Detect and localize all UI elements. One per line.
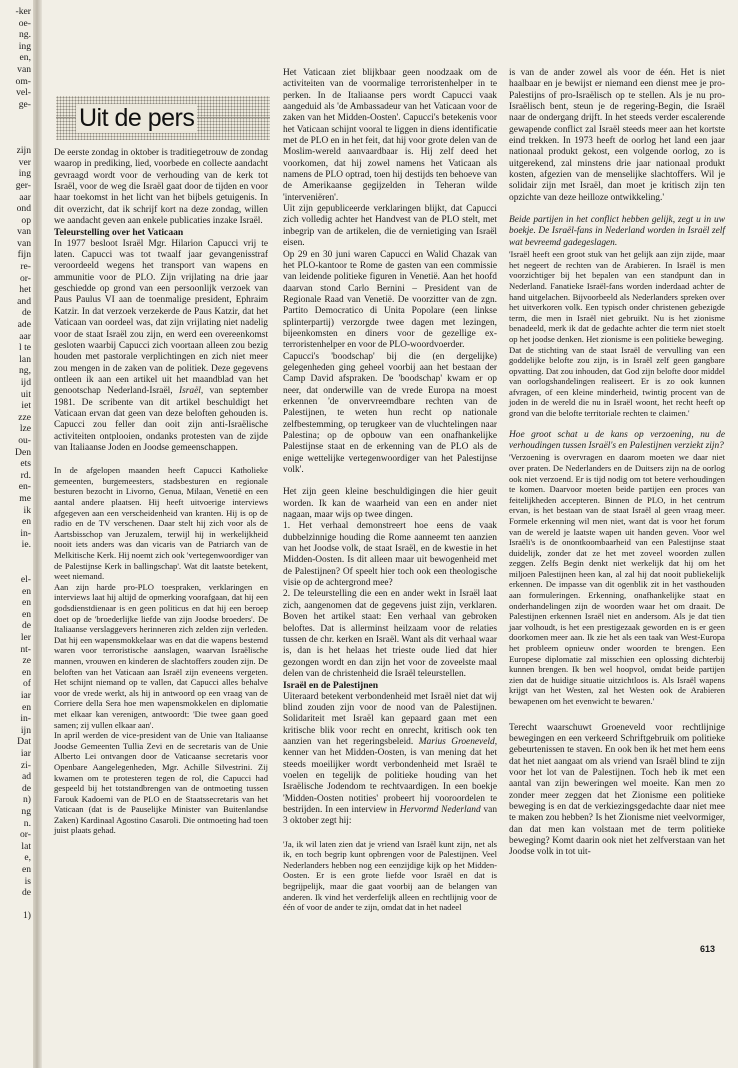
intro-paragraph: De eerste zondag in oktober is traditiegetrouw de zondag waarop in prediking, lied, voorbede en collecte aandacht gevraagd wordt voor de verhouding van de kerk tot Israël, voor de weg die Israël gaat door de tijden en voor haar toekomst in het licht van het bijbels getuigenis. In dit overzicht, dat ik schrijf kort na deze zondag, willen we aandacht geven aan enkele publicaties inzake Israël. xyxy=(54,148,268,227)
prev-line-fragment: ou- xyxy=(18,434,31,446)
prev-line-fragment xyxy=(0,110,31,122)
column-1 xyxy=(54,148,268,836)
prev-line-fragment: re- xyxy=(20,261,31,273)
prev-line-fragment: ze xyxy=(22,655,31,667)
paragraph: In de afgelopen maanden heeft Capucci Katholieke gemeenten, burgemeesters, stadsbesturen en regionale besturen bezocht in Livorno, Genua, Milaan, Venetië en een aantal andere plaatsen. Hij heeft uitvoerige interviews afgegeven aan een verscheidenheid van kranten. Hij is op de radio en de TV verschenen. Daar stelt hij zich voor als de Aartsbisschop van Jeruzalem, terwijl hij in werkelijkheid nooit iets anders was dan vicaris van de Patriarch van de Melkitische Kerk. Hij noemt zich ook 'vertegenwoordiger van de Palestijnse Kerk in ballingschap'. Wat dit laatste betekent, weet niemand. xyxy=(54,465,268,582)
prev-line-fragment: ng. xyxy=(19,29,31,41)
paragraph: In april werden de vice-president van de Unie van Italiaanse Joodse Gemeenten Tullia Zevi en de secretaris van de Unie Alberto Lei ontvangen door de Vaticaanse secretaris voor Openbare Aangelegenheden, Mgr. Achille Silvestrini. Zij kwamen om te protesteren tegen de rol, die Capucci had gespeeld bij het totstandbrengen van de ontmoeting tussen Farouk Kadoemi van de PLO en de Staatssecretaris van het Vaticaan (dat is de Pauselijke Minister van Buitenlandse Zaken) Kardinaal Agostino Casaroli. Die ontmoeting had toen juist plaats gehad. xyxy=(54,730,268,836)
prev-line-fragment: iet xyxy=(21,400,31,412)
prev-line-fragment: is xyxy=(24,875,31,887)
paragraph: Aan zijn harde pro-PLO toespraken, verklaringen en interviews laat hij altijd de opmerking voorafgaan, dat hij een godsdienstdienaar is en geen politicus en dat hij een beroep doet op de 'broederlijke liefde van zijn Joodse broeders'. De Italiaanse verslaggevers herinneren zich zelden zijn verleden. Dat hij een wapensmokkelaar was en dat die wapens bestemd waren voor terroristische aanslagen, waarvan Israëlische mannen, vrouwen en kinderen de slachtoffers zouden zijn. De beloften van het Vaticaan aan Israël zijn eveneens vergeten. Het schijnt niemand op te vallen, dat Capucci alles behalve voor de vrede werkt, als hij in antwoord op een vraag van de Corriere della Sera hoe men wapensmokkelen en diplomatie met elkaar kan verenigen, antwoordt: 'Die twee gaan goed samen; zij vullen elkaar aan'. xyxy=(54,581,268,730)
prev-line-fragment: lze xyxy=(19,423,31,435)
page-spine xyxy=(33,0,42,1068)
prev-line-fragment: me xyxy=(19,492,31,504)
paragraph: In 1977 besloot Israël Mgr. Hilarion Capucci vrij te laten. Capucci was tot twaalf jaar gevangenisstraf veroordeeld wegens het transport van wapens en ammunitie voor de PLO. Zijn vrijlating na drie jaar geschiedde op grond van een persoonlijk verzoek van Paus Paulus VI aan de toenmalige president, Ephraim Katzir. In dat verzoek verzekerde de Paus Katzir, dat het Vaticaan van oordeel was, dat zijn vrijlating niet nadelig voor de staat Israël zou zijn, en werd een overeenkomst gesloten waarbij Capucci zich voortaan alleen zou bezig houden met pastorale verplichtingen en zich niet meer zou mengen in de zaken van de politiek. Deze gegevens ontleen ik aan een artikel uit het maandblad van het genootschap Nederland-Israël, Israël, van september 1981. De scribente van dit artikel beschuldigt het Vaticaan ervan dat geen van deze beloften gehouden is. Capucci zou feller dan ooit zijn anti-Israëlische activiteiten ontplooien, ondanks protesten van de zijde van Italiaanse Joden en Joodse gemeenschappen. xyxy=(54,238,269,453)
prev-line-fragment: of xyxy=(23,678,31,690)
prev-line-fragment xyxy=(0,899,31,911)
prev-line-fragment: en xyxy=(21,608,31,620)
paragraph: Terecht waarschuwt Groeneveld voor rechtlijnige bewegingen en een verkeerd Schriftgebruik om politieke gebeurtenissen te staven. En ook ben ik het met hem eens dat het niet aangaat om als vriend van Israël blind te zijn voor het lot van de Palestijnen. Toch heb ik met een aantal van zijn beweringen wel moeite. Kan men zo zonder meer zeggen dat het Zionisme een politieke beweging is en dat de verkiezingsgedachte daar niet mee te maken zou hebben? Is het Zionisme niet veelvormiger, dan dat men kan volstaan met de term politieke beweging? Komt daarin ook niet het zelfverstaan van het Joodse volk in tot uit- xyxy=(509,722,725,858)
prev-line-fragment: Den xyxy=(15,446,31,458)
prev-line-fragment: zi- xyxy=(20,759,31,771)
prev-line-fragment: en xyxy=(21,666,31,678)
prev-line-fragment: rd. xyxy=(20,469,31,481)
prev-line-fragment: ijn xyxy=(20,724,31,736)
prev-line-fragment: el- xyxy=(20,574,31,586)
prev-line-fragment: ets xyxy=(20,458,31,470)
prev-line-fragment: fijn xyxy=(17,249,31,261)
prev-line-fragment: zijn xyxy=(16,145,31,157)
prev-line-fragment: ing xyxy=(18,168,31,180)
prev-line-fragment: ing xyxy=(18,40,31,52)
prev-line-fragment: en xyxy=(21,701,31,713)
prev-line-fragment xyxy=(0,551,31,563)
prev-line-fragment: en- xyxy=(18,481,31,493)
prev-line-fragment: lan xyxy=(19,353,31,365)
section-heading-palestijnen: Israël en de Palestijnen xyxy=(283,680,379,692)
prev-line-fragment: e, xyxy=(24,852,31,864)
prev-line-fragment: van xyxy=(17,237,31,249)
paragraph: 'Verzoening is overvragen en daarom moeten we daar niet over praten. De Nederlanders en de Duitsers zijn na de oorlog ook niet verzoend. Er is tijd nodig om tot betere verhoudingen te komen. Daarvoor moeten beide partijen een proces van feitelijkheden accepteren. Binnen de PLO, in het centrum ervan, is het bestaan van de staat Israël al geen vraag meer. Formele erkenning wil men niet, want dat is voor het forum van de wereld je laatste wapen uit handen geven. Voor wel Israëli's is de onontkoombaarheid van een Palestijnse staat duidelijk, zonder dat ze het met zoveel woorden zullen zeggen. Zelfs Begin denkt niet werkelijk dat hij om het miljoen Palestijnen heen kan, al zal hij dat nooit publiekelijk erkennen. De impasse van dit ogenblik zit in het vasthouden aan formuleringen. Erkenning, onafhankelijke staat en onderhandelingen zijn de woorden waar het om draait. De Palestijnen erkennen Israël niet en andersom. Als je dat tien jaar volhoudt, is het een prestigezaak geworden en is er geen doorkomen meer aan. Ik zie het als een taak van West-Europa het probleem opnieuw onder woorden te brengen. Een Europese diplomatie zal misschien een oplossing dichterbij kunnen brengen. Ik ben wel hoopvol, omdat beide partijen zien dat de huidige situatie uitzichtloos is. Als Israël wapens krijgt van het Westen, zal het Westen ook de Arabieren bewapenen om het evenwicht te bewaren.' xyxy=(509,452,725,706)
prev-line-fragment xyxy=(0,134,31,146)
prev-line-fragment: nt- xyxy=(20,643,31,655)
prev-line-fragment: de xyxy=(21,782,31,794)
page-number: 613 xyxy=(700,944,716,954)
prev-line-fragment: or- xyxy=(20,829,31,841)
paragraph: Het Vaticaan ziet blijkbaar geen noodzaak om de activiteiten van de voormalige terroristenhelper in te perken. In de Italiaanse pers wordt Capucci vaak aangeduid als 'de Ambassadeur van het Vaticaan voor de zaken van het Midden-Oosten'. Capucci's betekenis voor het Vaticaan schijnt vooral te liggen in diens identificatie met de PLO en in het feit, dat hij voor grote delen van de Moslim-wereld aanvaardbaar is. Hij zelf deed het voorkomen, dat hij zowel namens het Vaticaan als namens de PLO optrad, toen hij destijds ten behoeve van de Amerikaanse gegijzelden in Teheran wilde 'interveniëren'. xyxy=(283,68,497,203)
prev-line-fragment: oe- xyxy=(18,17,31,29)
column-3 xyxy=(509,68,725,859)
paragraph: 2. De teleurstelling die een en ander wekt in Israël laat zich, aangenomen dat de gegevens juist zijn, verklaren. Boven het artikel staat: Een verhaal van gebroken beloftes. Dat is allerminst heilzaam voor de relaties tussen de chr. kerken en Israël. Want als dit verhaal waar is, dan is het helaas het trieste oude lied dat hier gezongen wordt en dan zijn het voor de zoveelste maal delen van de christenheid die Israël teleurstellen. xyxy=(283,589,497,679)
prev-line-fragment: ger- xyxy=(15,179,31,191)
prev-line-fragment: ‑ker xyxy=(15,6,31,17)
prev-line-fragment: en xyxy=(21,516,31,528)
prev-line-fragment: ad xyxy=(21,771,31,783)
prev-line-fragment: iar xyxy=(20,690,31,702)
prev-line-fragment: om- xyxy=(15,75,31,87)
prev-line-fragment: uit xyxy=(20,388,31,400)
interview-question: Hoe groot schat u de kans op verzoening, nu de verhoudingen tussen Israël's en Palestijnen verziekt zijn? xyxy=(509,429,725,451)
prev-line-fragment: ng xyxy=(21,805,31,817)
prev-line-fragment xyxy=(0,563,31,575)
paragraph: Op 29 en 30 juni waren Capucci en Walid Chazak van het PLO-kantoor te Rome de gasten van een commissie van leidende politieke figuren in Venetië. Aan het hoofd daarvan stond Carlo Bernini – President van de Regionale Raad van Venetië. De voorzitter van de zgn. Partito Democratico di Unita Popolare (een linkse splinterpartij) verzorgde twee dagen met lezingen, bijeenkomsten en diners voor de gezellige ex-terroristenhelper en voor de PLO-woordvoerder. xyxy=(283,249,497,351)
paragraph: is van de ander zowel als voor de één. Het is niet haalbaar en je bewijst er niemand een dienst mee je pro-Palestijns of pro-Israëlisch op te stellen. Als je nu pro-Israëlisch bent, steun je de regering-Begin, die Israël naar de ondergang drijft. In het steeds verder escalerende gewapende conflict zal Israël steeds meer aan het kortste eind trekken. In 1973 heeft de oorlog het land een jaar nationaal produkt gekost, een volgende oorlog, zo is uitgerekend, zal minstens drie jaar nationaal produkt kosten, afgezien van de menselijke slachtoffers. Wil je solidair zijn met Israël, dan moet je kritisch zijn ten opzichte van deze heilloze ontwikkeling.' xyxy=(509,68,725,203)
prev-line-fragment: and xyxy=(17,295,31,307)
interview-question: Beide partijen in het conflict hebben gelijk, zegt u in uw boekje. De Israël-fans in Nederland worden in Israël zelf wat bevreemd gadegeslagen. xyxy=(509,215,725,248)
paragraph: Het zijn geen kleine beschuldigingen die hier geuit worden. Ik kan de waarheid van een en ander niet nagaan, maar wijs op twee dingen. xyxy=(283,487,497,521)
prev-line-fragment: or- xyxy=(20,272,31,284)
prev-line-fragment: ler xyxy=(20,632,31,644)
prev-line-fragment: zze xyxy=(18,411,31,423)
prev-line-fragment: vel- xyxy=(16,87,31,99)
paragraph: 1. Het verhaal demonstreert hoe eens de vaak dubbelzinnige houding die Rome aanneemt ten aanzien van het Joodse volk, de staat Israël, en de kwestie in het Midden-Oosten. Is dit alleen maar uit bewogenheid met de Palestijnen? Of speelt hier toch ook een theologische visie op de achtergrond mee? xyxy=(283,521,497,589)
title-banner xyxy=(56,96,270,140)
paragraph: Uit zijn gepubliceerde verklaringen blijkt, dat Capucci zich volledig achter het Handvest van de PLO stelt, met inbegrip van de artikelen, die de vernietiging van Israël eisen. xyxy=(283,204,497,249)
prev-line-fragment: ng, xyxy=(19,365,31,377)
prev-line-fragment: iar xyxy=(20,748,31,759)
prev-line-fragment: het xyxy=(19,284,31,296)
prev-line-fragment: in- xyxy=(20,527,31,539)
prev-line-fragment: de xyxy=(21,887,31,899)
prev-line-fragment: ver xyxy=(18,156,31,168)
section-heading-vaticaan: Teleurstelling over het Vaticaan xyxy=(54,227,184,239)
prev-line-fragment: de xyxy=(21,307,31,319)
prev-line-fragment: n) xyxy=(23,794,31,806)
prev-line-fragment: 1) xyxy=(23,910,31,922)
prev-line-fragment: ijd xyxy=(20,377,31,388)
column-2 xyxy=(283,68,497,913)
prev-line-fragment: l te xyxy=(19,342,31,354)
prev-line-fragment: ade xyxy=(17,319,31,331)
prev-line-fragment: n. xyxy=(23,817,31,829)
prev-line-fragment: en xyxy=(21,863,31,875)
prev-line-fragment: lat xyxy=(21,840,31,852)
prev-line-fragment: Dat xyxy=(17,736,31,748)
paragraph: 'Israël heeft een groot stuk van het gelijk aan zijn zijde, maar het negeert de rechten van de Arabieren. In Israël is men voorzichtiger bij het bepalen van een standpunt dan in Nederland. Fanatieke Israël-fans worden inderdaad achter de hand uitgelachen. Bijvoorbeeld als Nederlanders spreken over het uitverkoren volk. Een typisch onder christenen gebezigde term, die men in Israël niet gebruikt. Nu is het zionisme benadeeld, merk ik dat de gedachte achter die term niet stoelt op het joodse denken. Het zionisme is een politieke beweging. xyxy=(509,249,725,344)
prev-line-fragment: ond xyxy=(16,203,31,215)
prev-line-fragment: aar xyxy=(19,330,31,342)
prev-line-fragment: en xyxy=(21,585,31,597)
paragraph: Uiteraard betekent verbondenheid met Israël niet dat wij blind zouden zijn voor de nood van de Palestijnen. Solidariteit met Israël kan gepaard gaan met een kritische blik voor recht en onrecht, kritisch ook ten aanzien van het regeringsbeleid. Marius Groeneveld, kenner van het Midden-Oosten, is van mening dat het steeds moeilijker wordt verbondenheid met Israël te voelen en tegelijk de politieke houding van het Israëlische Jodendom te rechtvaardigen. In een boekje 'Midden-Oosten notities' probeert hij vooroordelen te bestrijden. In een interview in Hervormd Nederland van 3 oktober zegt hij: xyxy=(283,691,498,827)
quote-paragraph: 'Ja, ik wil laten zien dat je vriend van Israël kunt zijn, net als ik, en toch begrip kunt opbrengen voor de Palestijnen. Veel Nederlanders hebben nog een eenzijdige kijk op het Midden-Oosten. Er is een grote liefde voor Israël en dat is begrijpelijk, maar die gaat voorbij aan de belangen van anderen. Ik vind het verderfelijk alleen en rechtlijnig voor de één of voor de ander te zijn, omdat dat in het nadeel xyxy=(283,838,497,913)
prev-line-fragment: op xyxy=(21,214,31,226)
prev-line-fragment: de xyxy=(21,620,31,632)
prev-line-fragment: en xyxy=(21,597,31,609)
prev-line-fragment: ge- xyxy=(18,98,31,110)
prev-line-fragment: van xyxy=(17,63,31,75)
paragraph: Dat de stichting van de staat Israël de vervulling van een goddelijke belofte zou zijn, is in Israël zelf geen gangbare opvatting. Dat zou inhouden, dat God zijn belofte door middel van oorlogshandelingen realiseert. Er is zo ook kunnen afvragen, of een kleine minderheid, twintig procent van de joden in de wereld die nu in Israël woont, het recht heeft op grond van die belofte territoriale rechten te claimen.' xyxy=(509,344,725,419)
prev-line-fragment xyxy=(0,122,31,134)
prev-line-fragment: ik xyxy=(23,504,31,516)
prev-line-fragment: en, xyxy=(19,52,31,64)
prev-line-fragment: aar xyxy=(19,191,31,203)
previous-page-column-edge xyxy=(0,6,31,986)
prev-line-fragment: van xyxy=(17,226,31,238)
paragraph: Capucci's 'boodschap' bij die (en dergelijke) gelegenheden ging geheel voorbij aan het bestaan der Camp David afspraken. De 'boodschap' kwam er op neer, dat onderwille van de vrede Europa na moest erkennen 'de onvervreemdbare rechten van de Palestijnen, te weten hun recht op nationale zelfbestemming, op terugkeer van de vluchtelingen naar Palestina; op de opbouw van een onafhankelijke Palestijnse staat en de erkenning van de PLO als de enige wettelijke vertegenwoordiger van het Palestijnse volk'. xyxy=(283,351,497,476)
prev-line-fragment: in- xyxy=(20,713,31,725)
page-title: Uit de pers xyxy=(76,104,197,133)
prev-line-fragment: ie. xyxy=(21,539,31,551)
